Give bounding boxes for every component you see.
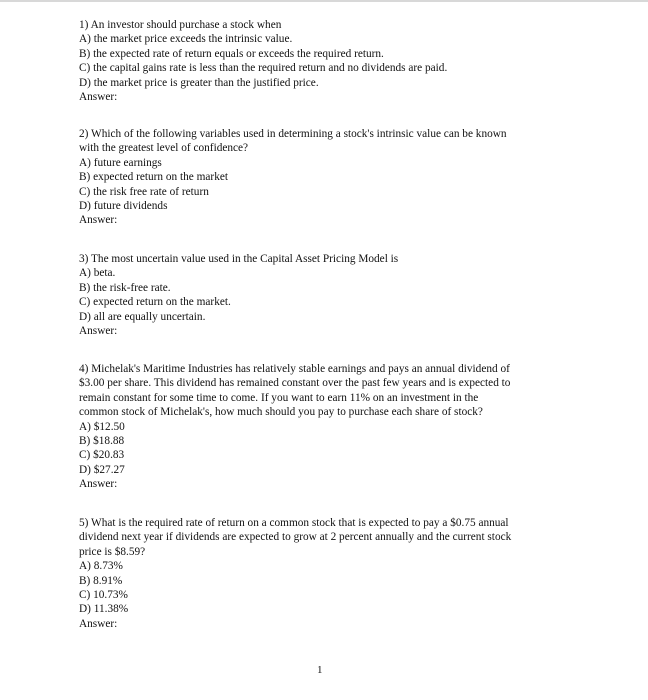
- answer-label: Answer:: [79, 91, 118, 104]
- answer-label: Answer:: [79, 214, 118, 227]
- question-stem-line-1: 5) What is the required rate of return on a common stock that is expected to pay a $0.75 annual: [79, 517, 509, 529]
- option-a: A) future earnings: [79, 156, 162, 169]
- question-stem-line-3: remain constant for some time to come. If you want to earn 11% on an investment in the: [79, 391, 479, 404]
- question-stem: 3) The most uncertain value used in the Capital Asset Pricing Model is: [79, 253, 399, 265]
- option-c: C) the capital gains rate is less than the required return and no dividends are paid.: [79, 62, 448, 75]
- question-5: [79, 516, 579, 631]
- answer-label: Answer:: [79, 617, 118, 630]
- option-b: B) the expected rate of return equals or exceeds the required return.: [79, 47, 384, 60]
- question-stem: 1) An investor should purchase a stock when: [79, 19, 282, 31]
- question-3: [79, 252, 579, 338]
- question-stem-line-2: $3.00 per share. This dividend has remained constant over the past few years and is expected to: [79, 377, 511, 390]
- option-d: D) $27.27: [79, 463, 125, 476]
- option-b: B) expected return on the market: [79, 171, 228, 184]
- answer-label: Answer:: [79, 478, 118, 491]
- question-stem-line-4: common stock of Michelak's, how much should you pay to purchase each share of stock?: [79, 406, 483, 419]
- option-d: D) all are equally uncertain.: [79, 310, 206, 323]
- question-stem-line-3: price is $8.59?: [79, 545, 146, 558]
- option-d: D) 11.38%: [79, 603, 129, 616]
- option-a: A) 8.73%: [79, 560, 123, 573]
- option-a: A) $12.50: [79, 420, 125, 433]
- question-4: [79, 362, 579, 492]
- question-stem-line-2: with the greatest level of confidence?: [79, 142, 249, 155]
- option-c: C) $20.83: [79, 449, 125, 462]
- option-c: C) 10.73%: [79, 589, 128, 602]
- option-b: B) $18.88: [79, 435, 125, 448]
- page-number: 1: [317, 664, 323, 676]
- question-stem-line-1: 4) Michelak's Maritime Industries has relatively stable earnings and pays an annual dividend of: [79, 363, 510, 375]
- option-c: C) expected return on the market.: [79, 296, 231, 309]
- option-d: D) the market price is greater than the justified price.: [79, 76, 319, 89]
- question-1: [79, 18, 579, 104]
- page-top-border: [0, 0, 648, 2]
- option-b: B) 8.91%: [79, 574, 123, 587]
- question-stem-line-1: 2) Which of the following variables used in determining a stock's intrinsic value can be known: [79, 128, 507, 140]
- option-b: B) the risk-free rate.: [79, 281, 171, 294]
- question-2: [79, 127, 579, 228]
- option-a: A) the market price exceeds the intrinsic value.: [79, 33, 293, 46]
- option-a: A) beta.: [79, 267, 116, 280]
- answer-label: Answer:: [79, 325, 118, 338]
- option-d: D) future dividends: [79, 200, 168, 213]
- question-stem-line-2: dividend next year if dividends are expected to grow at 2 percent annually and the current stock: [79, 531, 512, 544]
- option-c: C) the risk free rate of return: [79, 185, 209, 198]
